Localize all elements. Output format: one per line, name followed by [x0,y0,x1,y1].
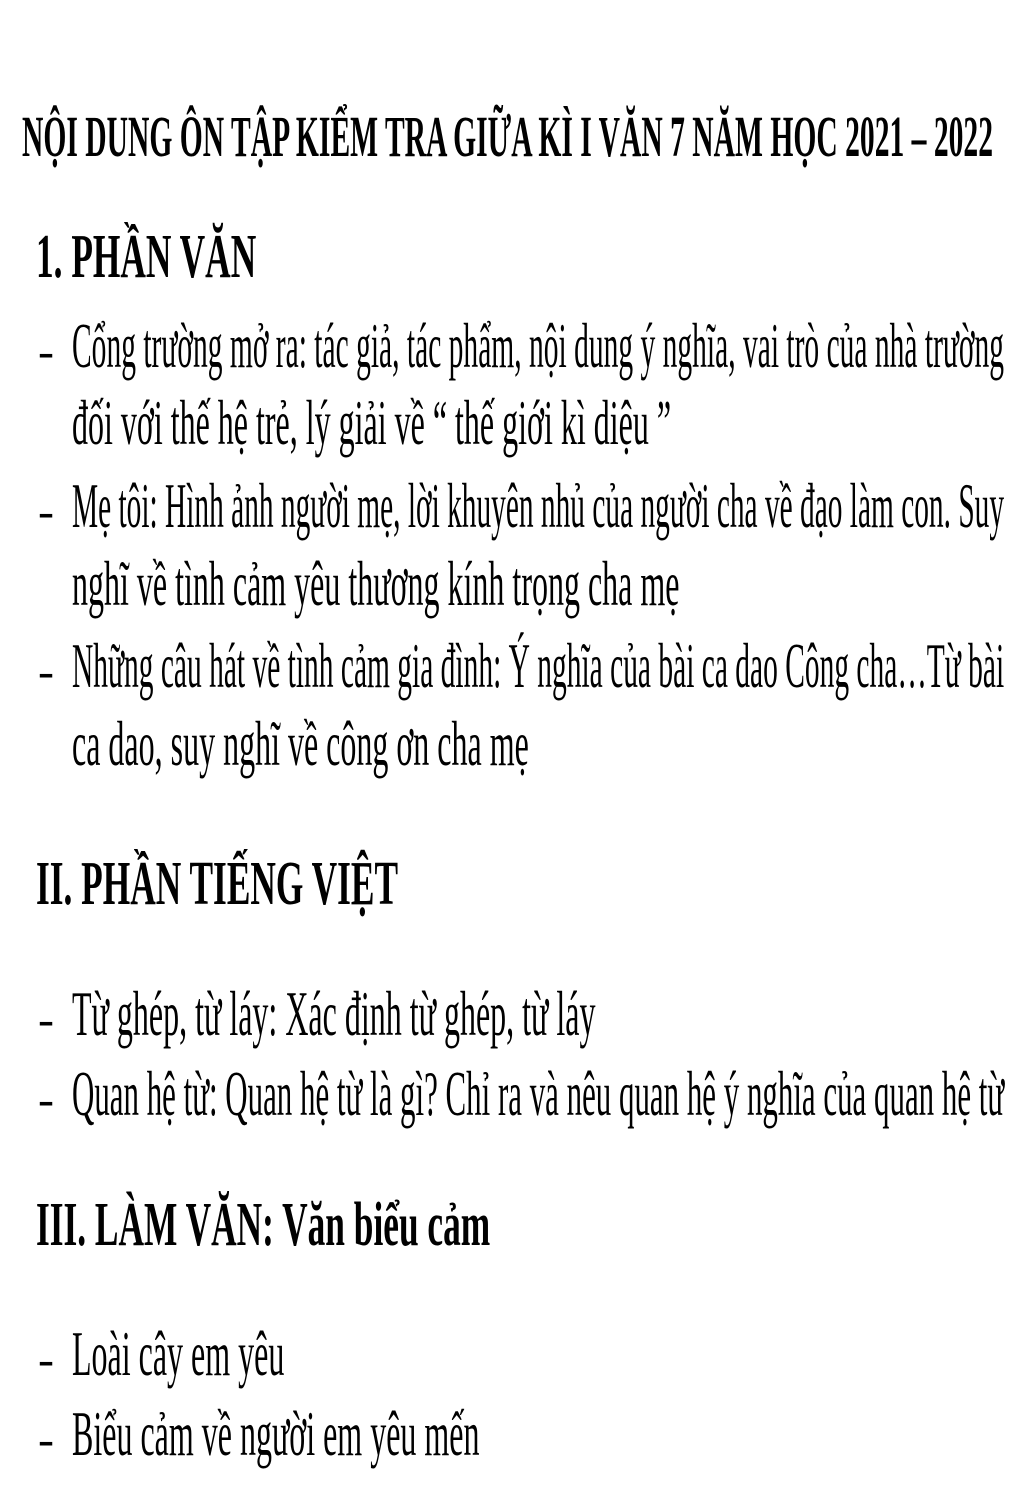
bullet-dash: - [38,1413,54,1466]
bullet-dash: - [38,325,54,378]
list-item-line: Mẹ tôi: Hình ảnh người mẹ, lời khuyên nhủ của người cha về đạo làm con. Suy [72,470,1005,541]
list-item-line: Những câu hát về tình cảm gia đình: Ý nghĩa của bài ca dao Công cha…Từ bài [72,630,1005,701]
list-item-line: đối với thế hệ trẻ, lý giải về “ thế giới kì diệu ” [72,387,672,458]
section-heading-lam-van: III. LÀM VĂN: Văn biểu cảm [36,1191,491,1259]
bullet-dash: - [38,1073,54,1126]
bullet-dash: - [38,1333,54,1386]
list-item-line: nghĩ về tình cảm yêu thương kính trọng cha mẹ [72,548,680,619]
section-heading-phan-van: 1. PHẦN VĂN [36,223,257,291]
list-item-line: Biểu cảm về người em yêu mến [72,1398,480,1469]
section-heading-phan-tieng-viet: II. PHẦN TIẾNG VIỆT [36,850,399,918]
list-item-line: ca dao, suy nghĩ về công ơn cha mẹ [72,708,529,779]
list-item-line: Loài cây em yêu [72,1318,285,1389]
list-item-line: Cổng trường mở ra: tác giả, tác phẩm, nội dung ý nghĩa, vai trò của nhà trường [72,310,1005,381]
list-item-line: Từ ghép, từ láy: Xác định từ ghép, từ láy [72,978,596,1049]
bullet-dash: - [38,485,54,538]
document-title: NỘI DUNG ÔN TẬP KIỂM TRA GIỮA KÌ I VĂN 7 NĂM HỌC 2021 – 2022 [22,104,994,169]
list-item-line: Quan hệ từ: Quan hệ từ là gì? Chỉ ra và nêu quan hệ ý nghĩa của quan hệ từ [72,1058,1005,1129]
bullet-dash: - [38,993,54,1046]
bullet-dash: - [38,645,54,698]
